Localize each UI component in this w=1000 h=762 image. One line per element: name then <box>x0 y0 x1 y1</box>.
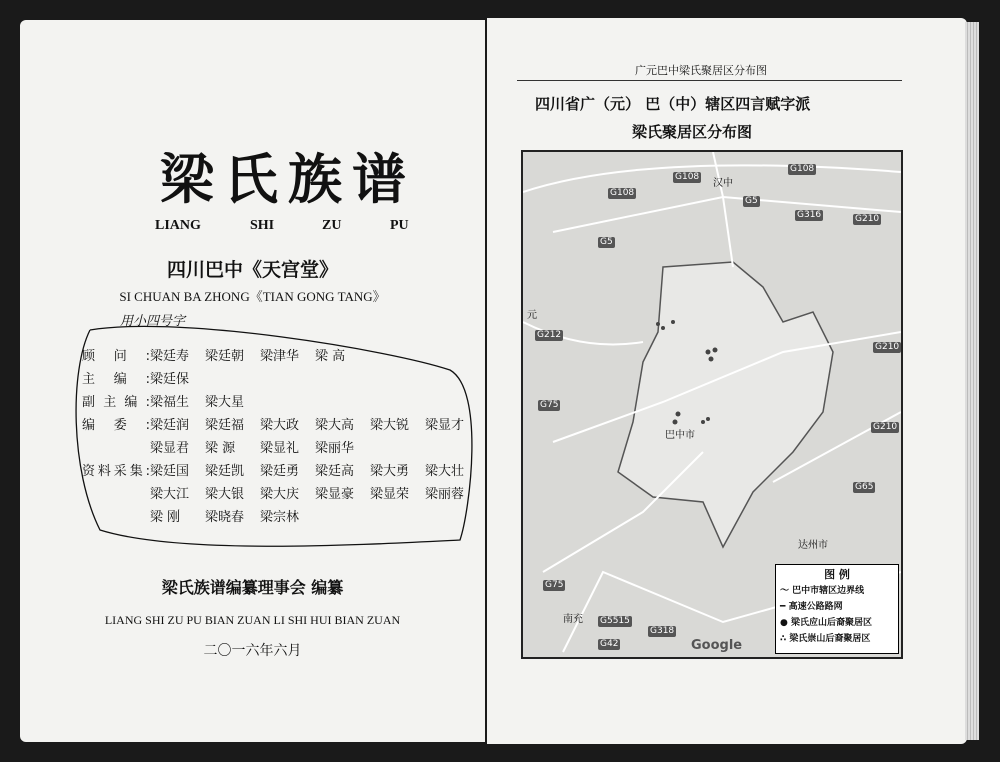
road-label: G108 <box>610 188 635 198</box>
road-label: G5 <box>600 237 613 247</box>
legend-label: 巴中市辖区边界线 <box>792 586 865 596</box>
book-title: 梁氏族谱 <box>160 147 416 211</box>
credit-row <box>82 440 370 458</box>
handwritten-note: 用小四号字 <box>120 314 186 329</box>
date: 二〇一六年六月 <box>203 643 302 659</box>
credit-name: 梁大银 <box>205 487 245 502</box>
credit-name: 梁大锐 <box>370 418 410 433</box>
credit-label: 副主编: <box>82 395 150 410</box>
road-label: G108 <box>790 164 815 174</box>
credit-name: 梁显礼 <box>260 441 300 456</box>
credit-name: 梁廷保 <box>150 372 190 387</box>
road-label: G5515 <box>600 616 630 626</box>
credit-name: 梁显荣 <box>370 487 410 502</box>
city-label: 南充 <box>563 614 583 625</box>
legend-label: 梁氏崇山后裔聚居区 <box>789 634 871 644</box>
credit-row <box>82 417 480 435</box>
credit-row <box>82 371 205 389</box>
credit-name: 梁廷高 <box>315 464 355 479</box>
legend-item: ━ 高速公路路网 <box>780 602 843 612</box>
road-label: G75 <box>540 400 559 410</box>
credit-name: 梁津华 <box>260 349 300 364</box>
credit-label: 编委: <box>82 418 150 433</box>
road-label: G5 <box>745 196 758 206</box>
credit-name: 梁大江 <box>150 487 190 502</box>
road-label: G318 <box>650 626 675 636</box>
legend-label: 高速公路路网 <box>788 602 843 612</box>
credit-name: 梁大庆 <box>260 487 300 502</box>
credit-label: 顾问: <box>82 349 150 364</box>
credit-name: 梁廷福 <box>205 418 245 433</box>
credit-row <box>82 509 315 527</box>
credit-row <box>82 394 260 412</box>
pinyin-4: PU <box>390 218 409 233</box>
credit-name: 梁显才 <box>425 418 465 433</box>
map-legend <box>775 564 899 654</box>
legend-title: 图 例 <box>824 568 850 581</box>
credit-name: 梁福生 <box>150 395 190 410</box>
credit-name: 梁大勇 <box>370 464 410 479</box>
credit-name: 梁廷勇 <box>260 464 300 479</box>
legend-item: ● 梁氏应山后裔聚居区 <box>780 618 873 628</box>
page-edges <box>965 22 979 740</box>
compiler: 梁氏族谱编纂理事会 编纂 <box>161 578 344 597</box>
compiler-en: LIANG SHI ZU PU BIAN ZUAN LI SHI HUI BIAN ZUAN <box>104 613 401 627</box>
road-label: G210 <box>873 422 898 432</box>
road-label: G210 <box>855 214 880 224</box>
running-head: 广元巴中梁氏聚居区分布图 <box>635 64 767 77</box>
left-page <box>20 20 485 742</box>
credit-name: 梁 刚 <box>150 510 181 525</box>
pinyin-1: LIANG <box>155 218 201 233</box>
road-label: G316 <box>797 210 822 220</box>
credit-name: 梁显豪 <box>315 487 355 502</box>
road-label: G108 <box>675 172 700 182</box>
pinyin-2: SHI <box>250 218 275 233</box>
credit-row <box>82 463 480 481</box>
legend-label: 梁氏应山后裔聚居区 <box>791 618 873 628</box>
credit-name: 梁廷国 <box>150 464 190 479</box>
credit-name: 梁 源 <box>205 441 236 456</box>
credit-name: 梁 高 <box>315 349 346 364</box>
credit-row <box>82 486 480 504</box>
running-head-rule <box>517 80 902 81</box>
road-label: G42 <box>600 639 619 649</box>
city-label: 巴中市 <box>665 430 695 441</box>
map-title-line2: 梁氏聚居区分布图 <box>632 123 753 141</box>
road-label: G210 <box>875 342 900 352</box>
credit-name: 梁宗林 <box>260 510 300 525</box>
credit-name: 梁丽蓉 <box>425 487 465 502</box>
credit-name: 梁大星 <box>205 395 245 410</box>
credit-name: 梁大政 <box>260 418 300 433</box>
pinyin-3: ZU <box>322 218 342 233</box>
credit-name: 梁大壮 <box>425 464 465 479</box>
city-label: 汉中 <box>713 178 733 189</box>
credit-name: 梁晓春 <box>205 510 245 525</box>
credit-name: 梁显君 <box>150 441 190 456</box>
credit-label: 资料采集: <box>82 464 150 479</box>
subtitle-en: SI CHUAN BA ZHONG《TIAN GONG TANG》 <box>119 289 386 304</box>
credit-name: 梁廷润 <box>150 418 190 433</box>
map-title-line1: 四川省广（元） 巴（中）辖区四言赋字派 <box>535 95 811 113</box>
right-page <box>487 18 967 744</box>
city-label: 元 <box>527 310 537 321</box>
credit-name: 梁廷凯 <box>205 464 245 479</box>
subtitle: 四川巴中《天宫堂》 <box>166 259 338 281</box>
credit-name: 梁大高 <box>315 418 355 433</box>
credit-name: 梁廷朝 <box>205 349 245 364</box>
credit-name: 梁丽华 <box>315 441 355 456</box>
road-label: G75 <box>545 580 564 590</box>
credit-row <box>82 348 370 366</box>
road-label: G212 <box>537 330 562 340</box>
map <box>521 150 903 659</box>
legend-item: ∴ 梁氏崇山后裔聚居区 <box>780 634 871 644</box>
road-label: G65 <box>855 482 874 492</box>
google-logo: Google <box>691 638 743 653</box>
credit-name: 梁廷寿 <box>150 349 190 364</box>
city-label: 达州市 <box>798 540 828 551</box>
legend-item: 〜 巴中市辖区边界线 <box>780 586 865 596</box>
credit-label: 主编: <box>82 372 150 387</box>
